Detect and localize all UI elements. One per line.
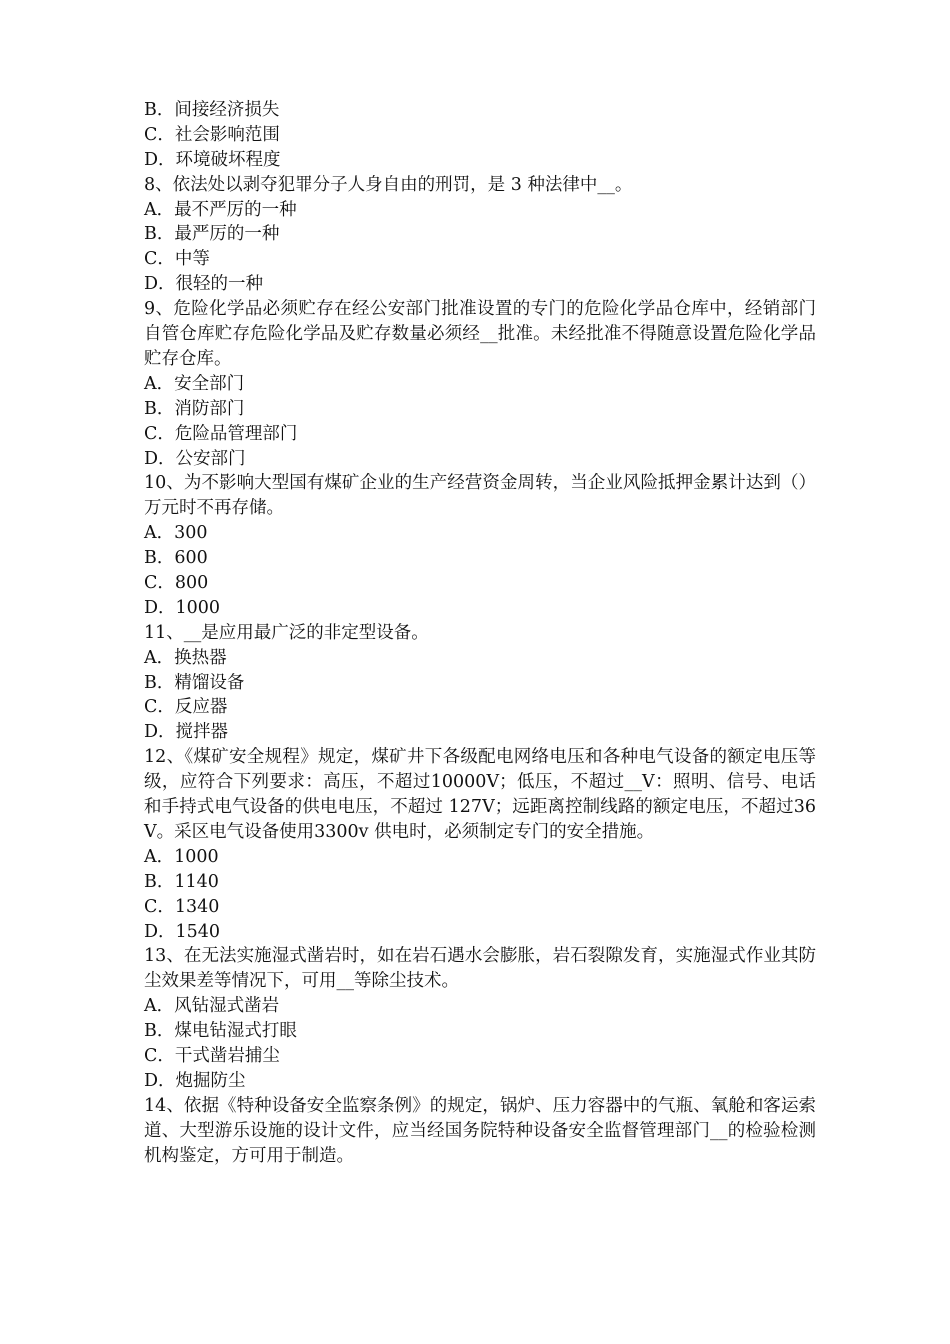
option-line: B．600 bbox=[144, 548, 208, 569]
option-line: C．1340 bbox=[144, 896, 220, 917]
option-line: A．300 bbox=[144, 523, 208, 544]
question-13 bbox=[144, 944, 816, 1093]
option-line: A．风钻湿式凿岩 bbox=[144, 996, 280, 1017]
question-text: 10、为不影响大型国有煤矿企业的生产经营资金周转，当企业风险抵押金累计达到（）万元时不再存储。 bbox=[144, 473, 816, 519]
option-line: A．安全部门 bbox=[144, 373, 245, 394]
option-line: D．1540 bbox=[144, 921, 221, 942]
question-text: 11、__是应用最广泛的非定型设备。 bbox=[144, 622, 429, 643]
question-8 bbox=[144, 173, 816, 297]
option-line: C．反应器 bbox=[144, 697, 228, 718]
option-line: A．1000 bbox=[144, 846, 219, 867]
option-line: C．社会影响范围 bbox=[144, 124, 280, 145]
page-content bbox=[144, 98, 816, 1169]
option-line: D．炮掘防尘 bbox=[144, 1070, 246, 1091]
option-line: B．间接经济损失 bbox=[144, 100, 280, 120]
question-text: 8、依法处以剥夺犯罪分子人身自由的刑罚，是 3 种法律中__。 bbox=[144, 174, 633, 195]
question-text: 9、危险化学品必须贮存在经公安部门批准设置的专门的危险化学品仓库中，经销部门自管仓库贮存危险化学品及贮存数量必须经__批准。未经批准不得随意设置危险化学品贮存仓库。 bbox=[144, 299, 816, 369]
option-line: B．最严厉的一种 bbox=[144, 224, 280, 245]
question-text: 12、《煤矿安全规程》规定，煤矿井下各级配电网络电压和各种电气设备的额定电压等级，应符合下列要求：高压，不超过10000V；低压，不超过__V：照明、信号、电话和手持式电气设备的供电电压，不超过 127V；远距离控制线路的额定电压，不超过36V。采区电气设备使用3300v 供电时，必须制定专门的安全措施。 bbox=[144, 747, 816, 842]
option-line: A．最不严厉的一种 bbox=[144, 199, 297, 220]
option-line: D．环境破坏程度 bbox=[144, 149, 281, 170]
question-14 bbox=[144, 1094, 816, 1169]
option-line: B．精馏设备 bbox=[144, 672, 245, 693]
option-line: B．1140 bbox=[144, 871, 219, 892]
question-text: 13、在无法实施湿式凿岩时，如在岩石遇水会膨胀，岩石裂隙发育，实施湿式作业其防尘效果差等情况下，可用__等除尘技术。 bbox=[144, 946, 816, 992]
leading-option-list bbox=[144, 98, 816, 173]
question-11 bbox=[144, 621, 816, 745]
option-line: D．公安部门 bbox=[144, 448, 246, 469]
option-line: C．危险品管理部门 bbox=[144, 423, 298, 444]
option-line: B．煤电钻湿式打眼 bbox=[144, 1021, 297, 1042]
option-line: C．干式凿岩捕尘 bbox=[144, 1046, 280, 1067]
question-9 bbox=[144, 297, 816, 471]
option-line: A．换热器 bbox=[144, 647, 227, 668]
option-line: D．1000 bbox=[144, 597, 221, 618]
option-line: C．800 bbox=[144, 573, 209, 594]
question-text: 14、依据《特种设备安全监察条例》的规定，锅炉、压力容器中的气瓶、氧舱和客运索道、大型游乐设施的设计文件，应当经国务院特种设备安全监督管理部门__的检验检测机构鉴定，方可用于制造。 bbox=[144, 1095, 816, 1166]
option-line: D．很轻的一种 bbox=[144, 274, 264, 295]
option-line: B．消防部门 bbox=[144, 398, 245, 419]
question-12 bbox=[144, 745, 816, 944]
option-line: C．中等 bbox=[144, 249, 210, 270]
question-10 bbox=[144, 471, 816, 620]
option-line: D．搅拌器 bbox=[144, 722, 229, 743]
